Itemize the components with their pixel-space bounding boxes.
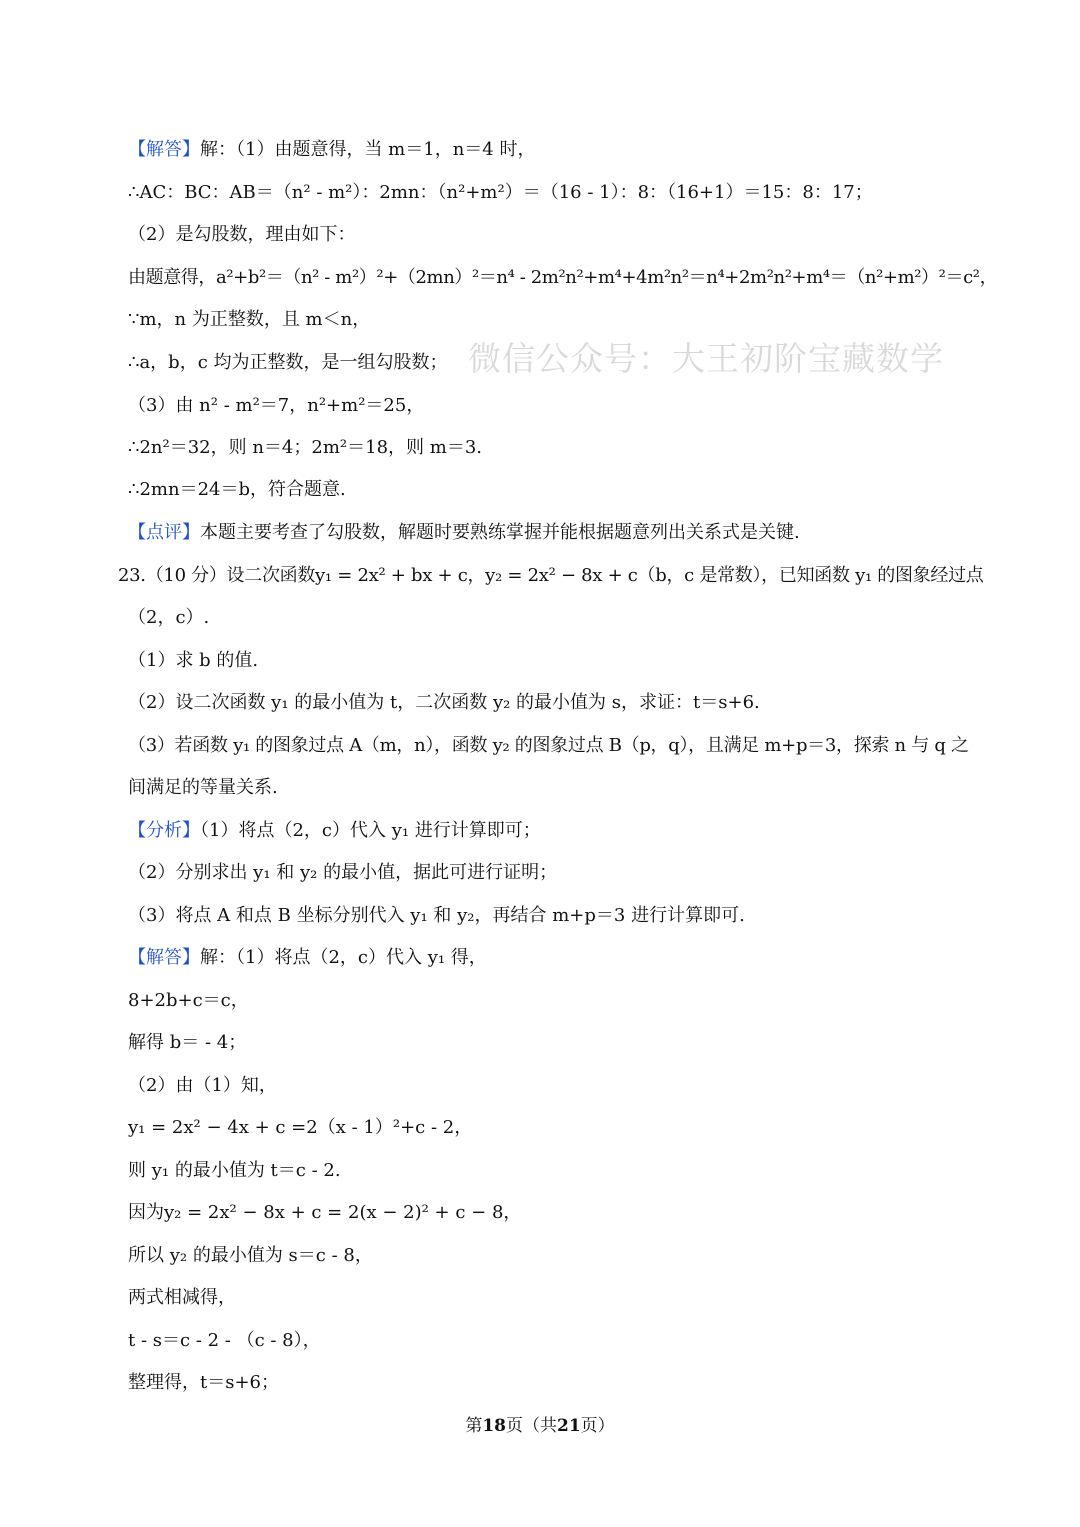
line-text: ∵m，n 为正整数，且 m＜n， xyxy=(128,309,371,330)
text-line xyxy=(128,945,980,971)
text-line xyxy=(128,222,980,248)
line-text: （3）若函数 y₁ 的图象过点 A（m，n），函数 y₂ 的图象过点 B（p，q），且满足 m+p＝3，探索 n 与 q 之 xyxy=(128,735,969,756)
text-line xyxy=(128,690,980,716)
text-line xyxy=(128,1328,980,1354)
line-text: ∴a，b，c 均为正整数，是一组勾股数； xyxy=(128,352,448,373)
line-text: 则 y₁ 的最小值为 t＝c - 2. xyxy=(128,1160,341,1181)
line-text: y₁ = 2x² − 4x + c =2（x - 1）²+c - 2， xyxy=(128,1117,473,1138)
text-line xyxy=(128,1370,980,1396)
text-line xyxy=(128,605,980,631)
line-text: 8+2b+c＝c， xyxy=(128,990,249,1011)
text-line xyxy=(128,818,980,844)
text-line xyxy=(128,733,980,759)
line-text: t - s＝c - 2 - （c - 8）， xyxy=(128,1330,321,1351)
line-text: ∴2mn＝24＝b，符合题意. xyxy=(128,479,346,500)
text-line xyxy=(128,1030,980,1056)
text-line xyxy=(128,477,980,503)
text-line xyxy=(128,1200,980,1226)
text-line xyxy=(128,988,980,1014)
line-text: （2）是勾股数，理由如下： xyxy=(128,224,356,245)
line-text: （1）将点（2，c）代入 y₁ 进行计算即可； xyxy=(200,820,541,841)
text-line xyxy=(128,307,980,333)
section-tag: 【分析】 xyxy=(128,820,200,841)
line-text: ∴AC：BC：AB＝（n² - m²）：2mn：（n²+m²）＝（16 - 1）：8：（16+1）＝15：8：17； xyxy=(128,182,873,203)
line-text: 解：（1）由题意得，当 m＝1，n＝4 时， xyxy=(200,139,536,160)
text-line xyxy=(128,393,980,419)
text-line xyxy=(128,1158,980,1184)
line-text: 解得 b＝ - 4； xyxy=(128,1032,247,1053)
text-line xyxy=(128,1073,980,1099)
text-line xyxy=(128,648,980,674)
section-tag: 【点评】 xyxy=(128,522,200,543)
line-text: 本题主要考查了勾股数，解题时要熟练掌握并能根据题意列出关系式是关键. xyxy=(200,522,800,543)
page-footer xyxy=(0,1414,1080,1438)
text-line xyxy=(128,1243,980,1269)
line-text: （3）将点 A 和点 B 坐标分别代入 y₁ 和 y₂，再结合 m+p＝3 进行计算即可. xyxy=(128,905,745,926)
text-line xyxy=(128,1285,980,1311)
section-tag: 【解答】 xyxy=(128,947,200,968)
text-line xyxy=(128,903,980,929)
footer-page-number: 18 xyxy=(482,1416,506,1436)
line-text: 整理得，t＝s+6； xyxy=(128,1372,280,1393)
section-tag: 【解答】 xyxy=(128,139,200,160)
line-text: （2）设二次函数 y₁ 的最小值为 t，二次函数 y₂ 的最小值为 s，求证：t＝s+6. xyxy=(128,692,760,713)
line-text: 23.（10 分）设二次函数y₁ = 2x² + bx + c，y₂ = 2x² − 8x + c（b，c 是常数），已知函数 y₁ 的图象经过点 xyxy=(118,565,984,586)
footer-total-pages: 21 xyxy=(557,1416,581,1436)
text-line xyxy=(128,137,980,163)
watermark: 微信公众号：大王初阶宝藏数学 xyxy=(468,339,944,378)
text-line xyxy=(128,265,998,291)
line-text: （2，c）. xyxy=(128,607,210,628)
text-line xyxy=(128,180,980,206)
line-text: （3）由 n² - m²＝7，n²+m²＝25， xyxy=(128,395,425,416)
line-text: 间满足的等量关系. xyxy=(128,777,278,798)
footer-mid: 页（共 xyxy=(506,1416,557,1436)
line-text: ∴2n²＝32，则 n＝4；2m²＝18，则 m＝3. xyxy=(128,437,482,458)
text-line xyxy=(128,1115,980,1141)
text-line xyxy=(128,435,980,461)
footer-suffix: 页） xyxy=(580,1416,615,1436)
line-text: 两式相减得， xyxy=(128,1287,236,1308)
line-text: （2）分别求出 y₁ 和 y₂ 的最小值，据此可进行证明； xyxy=(128,862,558,883)
line-text: 所以 y₂ 的最小值为 s＝c - 8， xyxy=(128,1245,373,1266)
footer-prefix: 第 xyxy=(465,1416,483,1436)
text-line xyxy=(128,860,980,886)
line-text: 解：（1）将点（2，c）代入 y₁ 得， xyxy=(200,947,487,968)
line-text: （1）求 b 的值. xyxy=(128,650,259,671)
text-line xyxy=(128,520,980,546)
question-line xyxy=(118,563,984,589)
text-line xyxy=(128,775,980,801)
line-text: 由题意得，a²+b²＝（n² - m²）²+（2mn）²＝n⁴ - 2m²n²+m⁴+4m²n²＝n⁴+2m²n²+m⁴＝（n²+m²）²＝c²， xyxy=(128,267,998,288)
line-text: （2）由（1）知， xyxy=(128,1075,277,1096)
line-text: 因为y₂ = 2x² − 8x + c = 2(x − 2)² + c − 8， xyxy=(128,1202,522,1223)
